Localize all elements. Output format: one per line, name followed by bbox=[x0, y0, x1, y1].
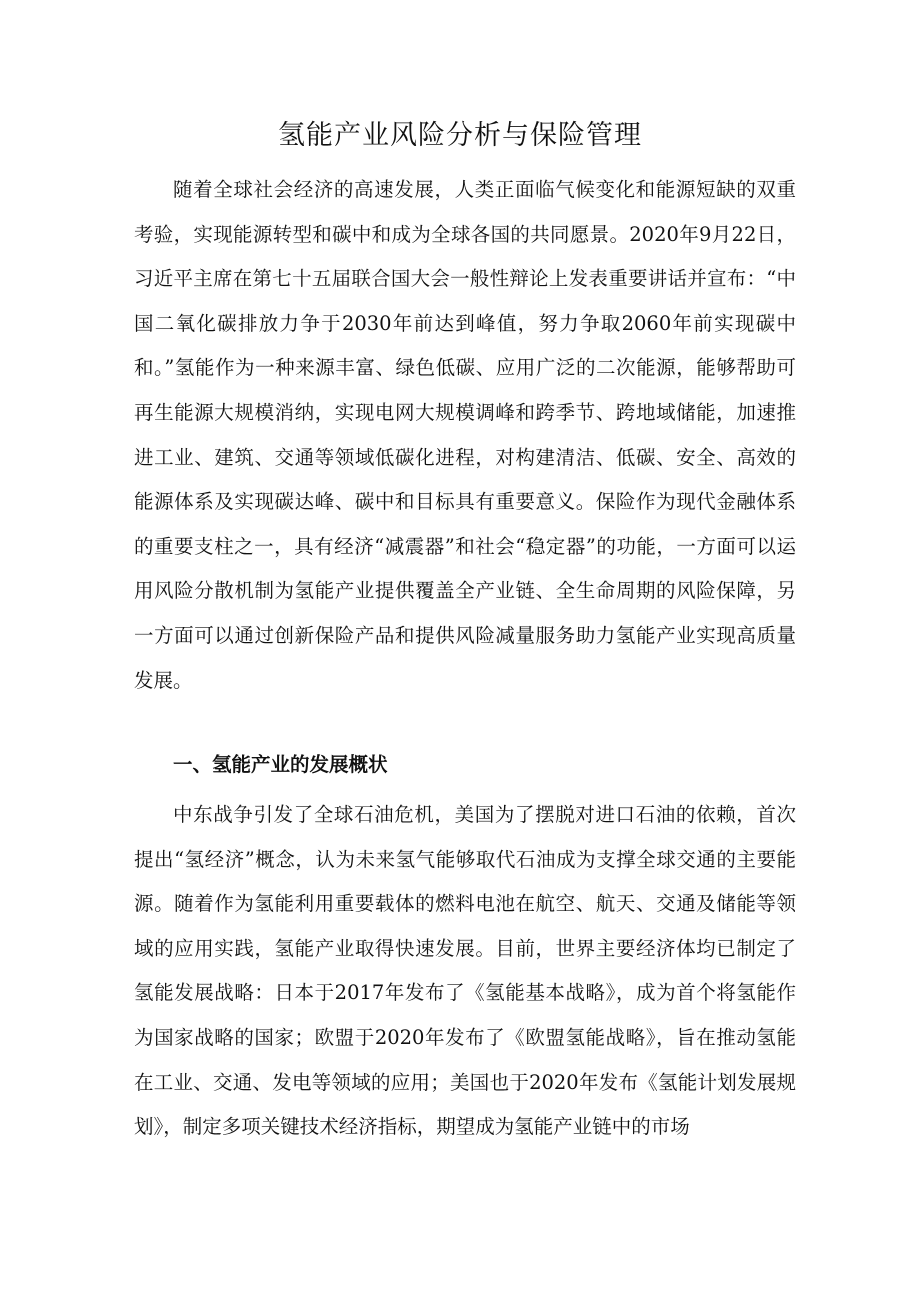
document-title: 氢能产业风险分析与保险管理 bbox=[278, 120, 642, 151]
section-paragraph: 中东战争引发了全球石油危机，美国为了摆脱对进口石油的依赖，首次提出“氢经济”概念，认为未来氢气能够取代石油成为支撑全球交通的主要能源。随着作为氢能利用重要载体的燃料电池在航空、航天、交通及储能等领域的应用实践，氢能产业取得快速发展。目前，世界主要经济体均已制定了氢能发展战略：日本于2017年发布了《氢能基本战略》，成为首个将氢能作为国家战略的国家；欧盟于2020年发布了《欧盟氢能战略》，旨在推动氢能在工业、交通、发电等领域的应用；美国也于2020年发布《氢能计划发展规划》，制定多项关键技术经济指标，期望成为氢能产业链中的市场 bbox=[134, 803, 796, 1139]
intro-paragraph: 随着全球社会经济的高速发展，人类正面临气候变化和能源短缺的双重考验，实现能源转型和碳中和成为全球各国的共同愿景。2020年9月22日，习近平主席在第七十五届联合国大会一般性辩论上发表重要讲话并宣布：“中国二氧化碳排放力争于2030年前达到峰值，努力争取2060年前实现碳中和。”氢能作为一种来源丰富、绿色低碳、应用广泛的二次能源，能够帮助可再生能源大规模消纳，实现电网大规模调峰和跨季节、跨地域储能，加速推进工业、建筑、交通等领域低碳化进程，对构建清洁、低碳、安全、高效的能源体系及实现碳达峰、碳中和目标具有重要意义。保险作为现代金融体系的重要支柱之一，具有经济“减震器”和社会“稳定器”的功能，一方面可以运用风险分散机制为氢能产业提供覆盖全产业链、全生命周期的风险保障，另一方面可以通过创新保险产品和提供风险减量服务助力氢能产业实现高质量发展。 bbox=[134, 178, 796, 692]
section-heading: 一、氢能产业的发展概状 bbox=[173, 753, 388, 776]
